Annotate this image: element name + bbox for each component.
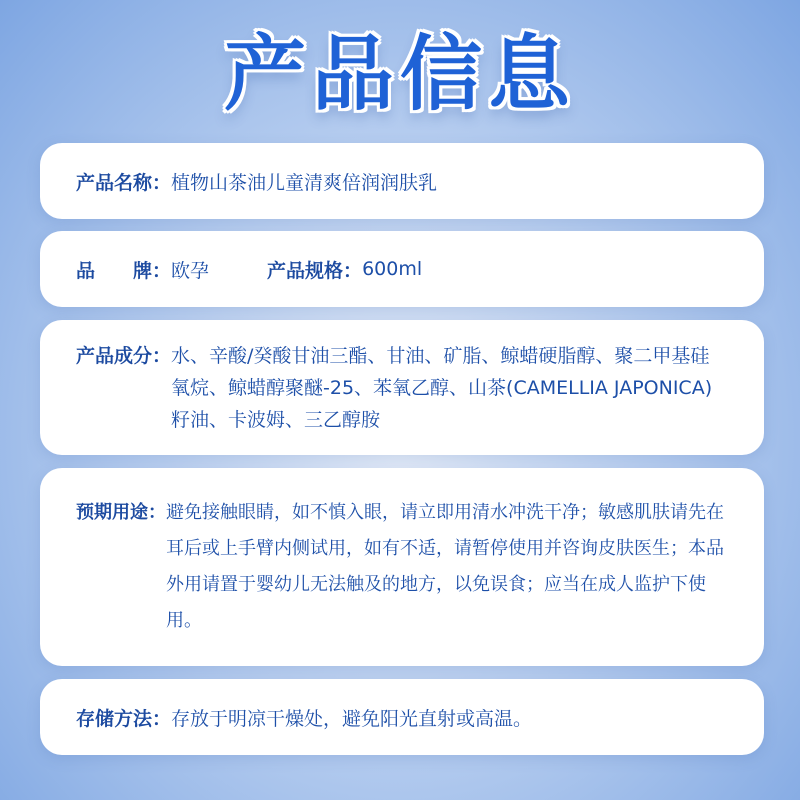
spec-value: 600ml bbox=[362, 258, 423, 280]
product-name-label: 产品名称： bbox=[76, 171, 172, 194]
usage-value: 避免接触眼睛，如不慎入眼，请立即用清水冲洗干净；敏感肌肤请先在耳后或上手臂内侧试用，如有不适，请暂停使用并咨询皮肤医生；本品外用请置于婴幼儿无法触及的地方，以免误食；应当在成人监护下使用。 bbox=[166, 502, 724, 631]
ingredients-value: 水、辛酸/癸酸甘油三酯、甘油、矿脂、鲸蜡硬脂醇、聚二甲基硅氧烷、鲸蜡醇聚醚-25、苯氧乙醇、山茶(CAMELLIA JAPONICA)籽油、卡波姆、三乙醇胺 bbox=[171, 344, 713, 431]
ingredients-label: 产品成分： bbox=[76, 344, 172, 367]
ingredients-card bbox=[40, 320, 764, 455]
product-name-card bbox=[40, 143, 764, 219]
storage-value: 存放于明凉干燥处，避免阳光直射或高温。 bbox=[171, 707, 533, 730]
ingredients-row bbox=[76, 340, 728, 436]
brand-spec-card bbox=[40, 231, 764, 307]
brand-value: 欧孕 bbox=[171, 259, 210, 282]
page-title: 产品信息 bbox=[223, 27, 576, 122]
storage-label: 存储方法： bbox=[76, 707, 172, 730]
usage-card bbox=[40, 468, 764, 666]
brand-row bbox=[76, 256, 422, 283]
brand-label-second: 牌： bbox=[133, 259, 172, 282]
product-name-value: 植物山茶油儿童清爽倍润润肤乳 bbox=[171, 171, 438, 194]
usage-label: 预期用途： bbox=[76, 502, 166, 523]
storage-card bbox=[40, 679, 764, 755]
brand-label-first: 品 bbox=[76, 259, 96, 282]
usage-row bbox=[76, 495, 728, 639]
spec-label: 产品规格： bbox=[267, 259, 363, 282]
